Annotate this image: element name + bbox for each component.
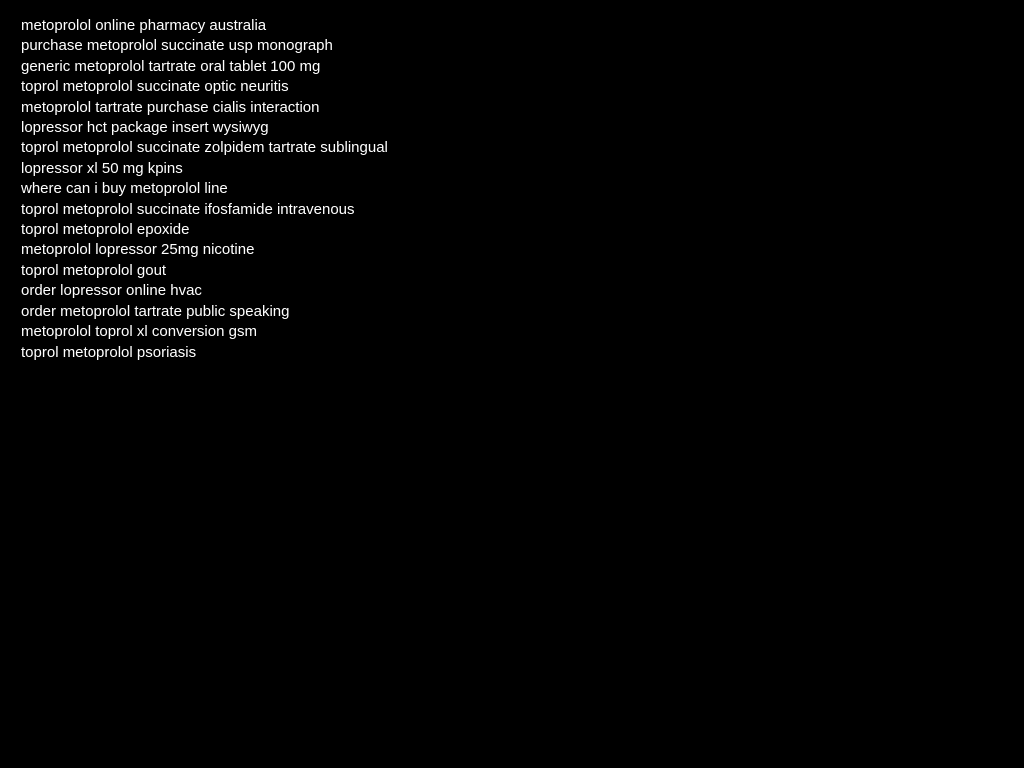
list-item: toprol metoprolol gout xyxy=(21,261,167,279)
list-item: generic metoprolol tartrate oral tablet 100 mg xyxy=(21,57,321,75)
list-item: toprol metoprolol succinate ifosfamide intravenous xyxy=(21,200,355,218)
list-item: order lopressor online hvac xyxy=(21,282,202,300)
list-item: lopressor xl 50 mg kpins xyxy=(21,159,183,177)
list-item: toprol metoprolol succinate optic neuritis xyxy=(21,78,289,96)
list-item: toprol metoprolol succinate zolpidem tartrate sublingual xyxy=(21,139,388,157)
list-item: where can i buy metoprolol line xyxy=(21,180,228,198)
list-item: toprol metoprolol epoxide xyxy=(21,221,190,239)
text-list xyxy=(21,16,388,363)
list-item: metoprolol toprol xl conversion gsm xyxy=(21,323,257,341)
list-item: order metoprolol tartrate public speaking xyxy=(21,302,290,320)
list-item: lopressor hct package insert wysiwyg xyxy=(21,119,269,137)
list-item: metoprolol tartrate purchase cialis interaction xyxy=(21,98,320,116)
list-item: purchase metoprolol succinate usp monograph xyxy=(21,37,333,55)
list-item: metoprolol online pharmacy australia xyxy=(21,17,267,34)
list-item: metoprolol lopressor 25mg nicotine xyxy=(21,241,255,259)
list-item: toprol metoprolol psoriasis xyxy=(21,343,197,361)
